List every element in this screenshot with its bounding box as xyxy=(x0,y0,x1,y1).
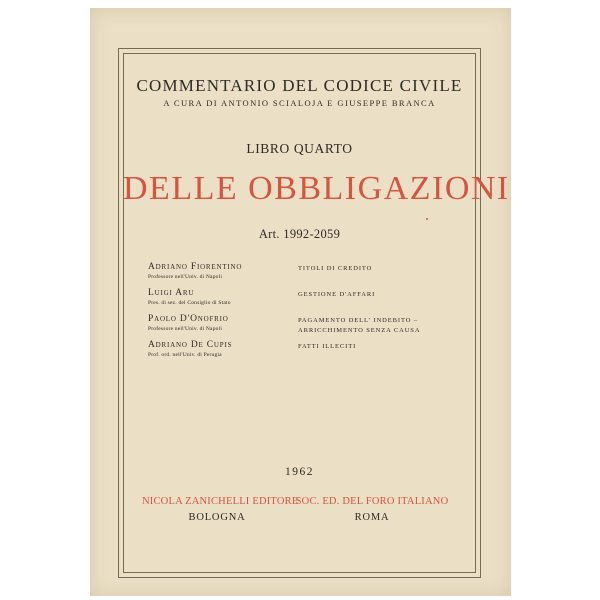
author-affiliation: Prof. ord. nell'Univ. di Perugia xyxy=(148,352,222,358)
book-number: LIBRO QUARTO xyxy=(246,141,353,156)
series-title: COMMENTARIO DEL CODICE CIVILE xyxy=(136,76,463,95)
author-topic-line-2: ARRICCHIMENTO SENZA CAUSA xyxy=(298,327,421,334)
authors-list xyxy=(148,262,468,366)
publisher-left: NICOLA ZANICHELLI EDITORE xyxy=(142,496,299,507)
author-topic xyxy=(298,342,356,352)
author-topic-line: PAGAMENTO DELL' INDEBITO – xyxy=(298,317,418,324)
author-row xyxy=(148,288,468,314)
author-topic-line: GESTIONE D'AFFARI xyxy=(298,291,376,298)
author-name: Luigi Aru xyxy=(148,288,195,298)
publisher-right: SOC. ED. DEL FORO ITALIANO xyxy=(295,496,449,507)
article-range: Art. 1992-2059 xyxy=(258,227,341,241)
author-topic-line: TITOLI DI CREDITO xyxy=(298,265,373,272)
author-topic xyxy=(298,316,420,336)
author-topic xyxy=(298,290,375,300)
publication-year: 1962 xyxy=(285,466,314,478)
city-left: BOLOGNA xyxy=(188,512,246,523)
book-title: DELLE OBBLIGAZIONI xyxy=(123,170,510,207)
ink-speck xyxy=(426,218,428,220)
author-row xyxy=(148,314,468,340)
author-name: Adriano Fiorentino xyxy=(148,262,243,272)
author-name: Paolo D'Onofrio xyxy=(148,314,229,324)
author-affiliation: Professore nell'Univ. di Napoli xyxy=(148,274,223,280)
city-right: ROMA xyxy=(354,512,390,523)
author-affiliation: Pres. di sez. del Consiglio di Stato xyxy=(148,300,231,306)
author-row xyxy=(148,340,468,366)
author-row xyxy=(148,262,468,288)
author-name: Adriano De Cupis xyxy=(148,340,233,350)
series-editors: A CURA DI ANTONIO SCIALOJA E GIUSEPPE BRANCA xyxy=(163,98,436,108)
author-topic xyxy=(298,264,372,274)
author-topic-line: FATTI ILLECITI xyxy=(298,343,357,350)
author-affiliation: Professore nell'Univ. di Napoli xyxy=(148,326,223,332)
